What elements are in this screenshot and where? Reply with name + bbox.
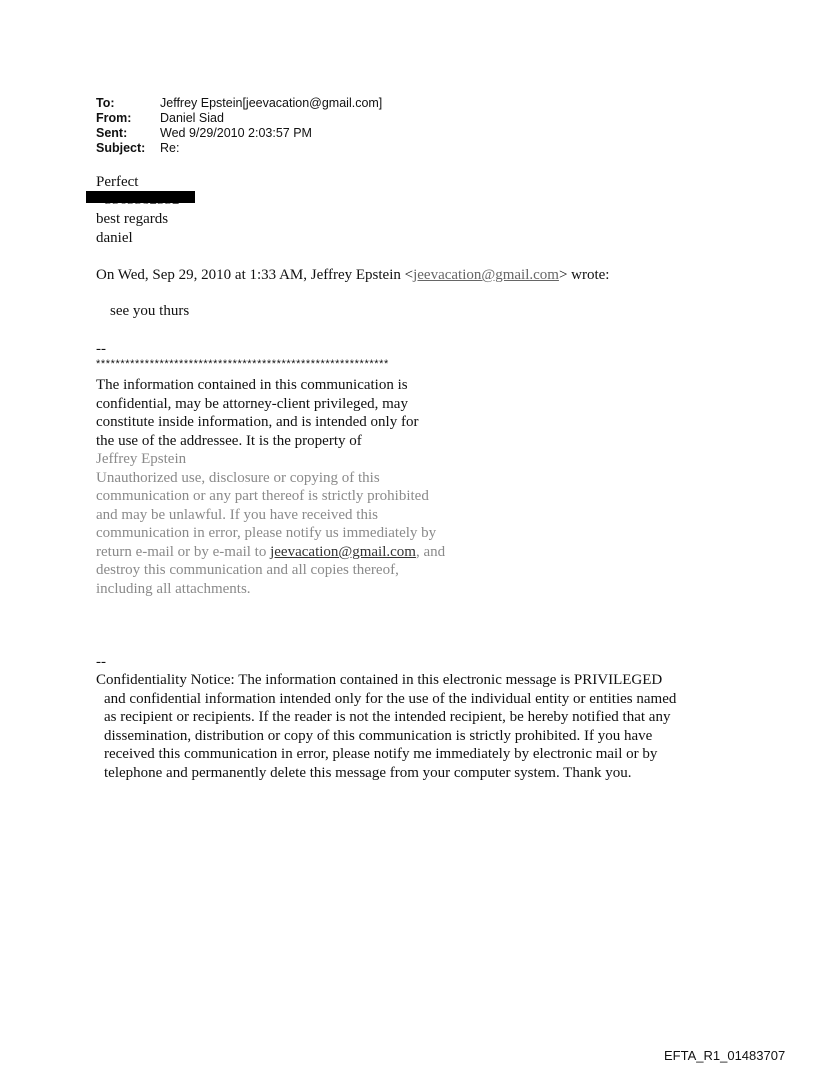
sent-value: Wed 9/29/2010 2:03:57 PM — [160, 126, 312, 140]
disclaimer-line-prefix: return e-mail or by e-mail to — [96, 543, 271, 560]
to-value: Jeffrey Epstein[jeevacation@gmail.com] — [160, 96, 383, 110]
from-value: Daniel Siad — [160, 111, 224, 125]
disclaimer-line: communication in error, please notify us immediately by — [96, 525, 437, 541]
stars-divider: ************************************************************ — [96, 358, 389, 370]
notice-line: dissemination, distribution or copy of this communication is strictly prohibited. If you have — [104, 727, 653, 744]
confidentiality-notice — [96, 671, 726, 782]
to-label: To: — [96, 96, 115, 110]
subject-label: Subject: — [96, 141, 146, 155]
disclaimer-line — [96, 543, 516, 562]
notice-dashes: -- — [96, 654, 106, 670]
sent-label: Sent: — [96, 126, 128, 140]
disclaimer-line: The information contained in this communication is — [96, 377, 408, 393]
quote-email-link[interactable]: jeevacation@gmail.com — [413, 267, 559, 283]
from-row — [96, 111, 382, 126]
quote-intro — [96, 267, 609, 284]
from-label: From: — [96, 111, 132, 125]
subject-value: Re: — [160, 141, 180, 155]
document-id: EFTA_R1_01483707 — [664, 1048, 786, 1063]
disclaimer-line: communication or any part thereof is strictly prohibited — [96, 488, 429, 504]
quote-intro-prefix: On Wed, Sep 29, 2010 at 1:33 AM, Jeffrey Epstein < — [96, 267, 414, 283]
notice-line: and confidential information intended only for the use of the individual entity or entities named — [104, 690, 677, 707]
disclaimer-email-link[interactable]: jeevacation@gmail.com — [270, 543, 416, 560]
disclaimer-line: Jeffrey Epstein — [96, 451, 187, 467]
redaction-bar — [86, 191, 195, 203]
disclaimer-line: confidential, may be attorney-client privileged, may — [96, 395, 408, 412]
greeting: Perfect — [96, 174, 139, 190]
signature: daniel — [96, 230, 133, 246]
disclaimer-line-suffix: , and — [415, 543, 446, 560]
notice-line: as recipient or recipients. If the reader is not the intended recipient, be hereby notified that any — [104, 709, 671, 725]
signoff: best regards — [96, 211, 169, 227]
subject-row — [96, 141, 382, 156]
disclaimer-line: the use of the addressee. It is the property of — [96, 432, 362, 449]
signature-dashes: -- — [96, 341, 106, 357]
disclaimer-line: including all attachments. — [96, 580, 251, 597]
notice-line: Confidentiality Notice: The information contained in this electronic message is PRIVILEGED — [96, 672, 663, 688]
disclaimer-line: Unauthorized use, disclosure or copying of this — [96, 469, 380, 486]
sent-row — [96, 126, 382, 141]
disclaimer-block — [96, 376, 516, 598]
notice-line: received this communication in error, please notify me immediately by electronic mail or by — [104, 746, 658, 762]
to-row — [96, 96, 382, 111]
disclaimer-line: constitute inside information, and is intended only for — [96, 414, 419, 430]
notice-line: telephone and permanently delete this message from your computer system. Thank you. — [104, 764, 632, 781]
disclaimer-line: and may be unlawful. If you have received this — [96, 506, 378, 523]
quoted-text: see you thurs — [110, 303, 190, 319]
email-header — [96, 96, 382, 156]
quote-intro-suffix: > wrote: — [558, 267, 610, 283]
disclaimer-line: destroy this communication and all copies thereof, — [96, 562, 399, 578]
